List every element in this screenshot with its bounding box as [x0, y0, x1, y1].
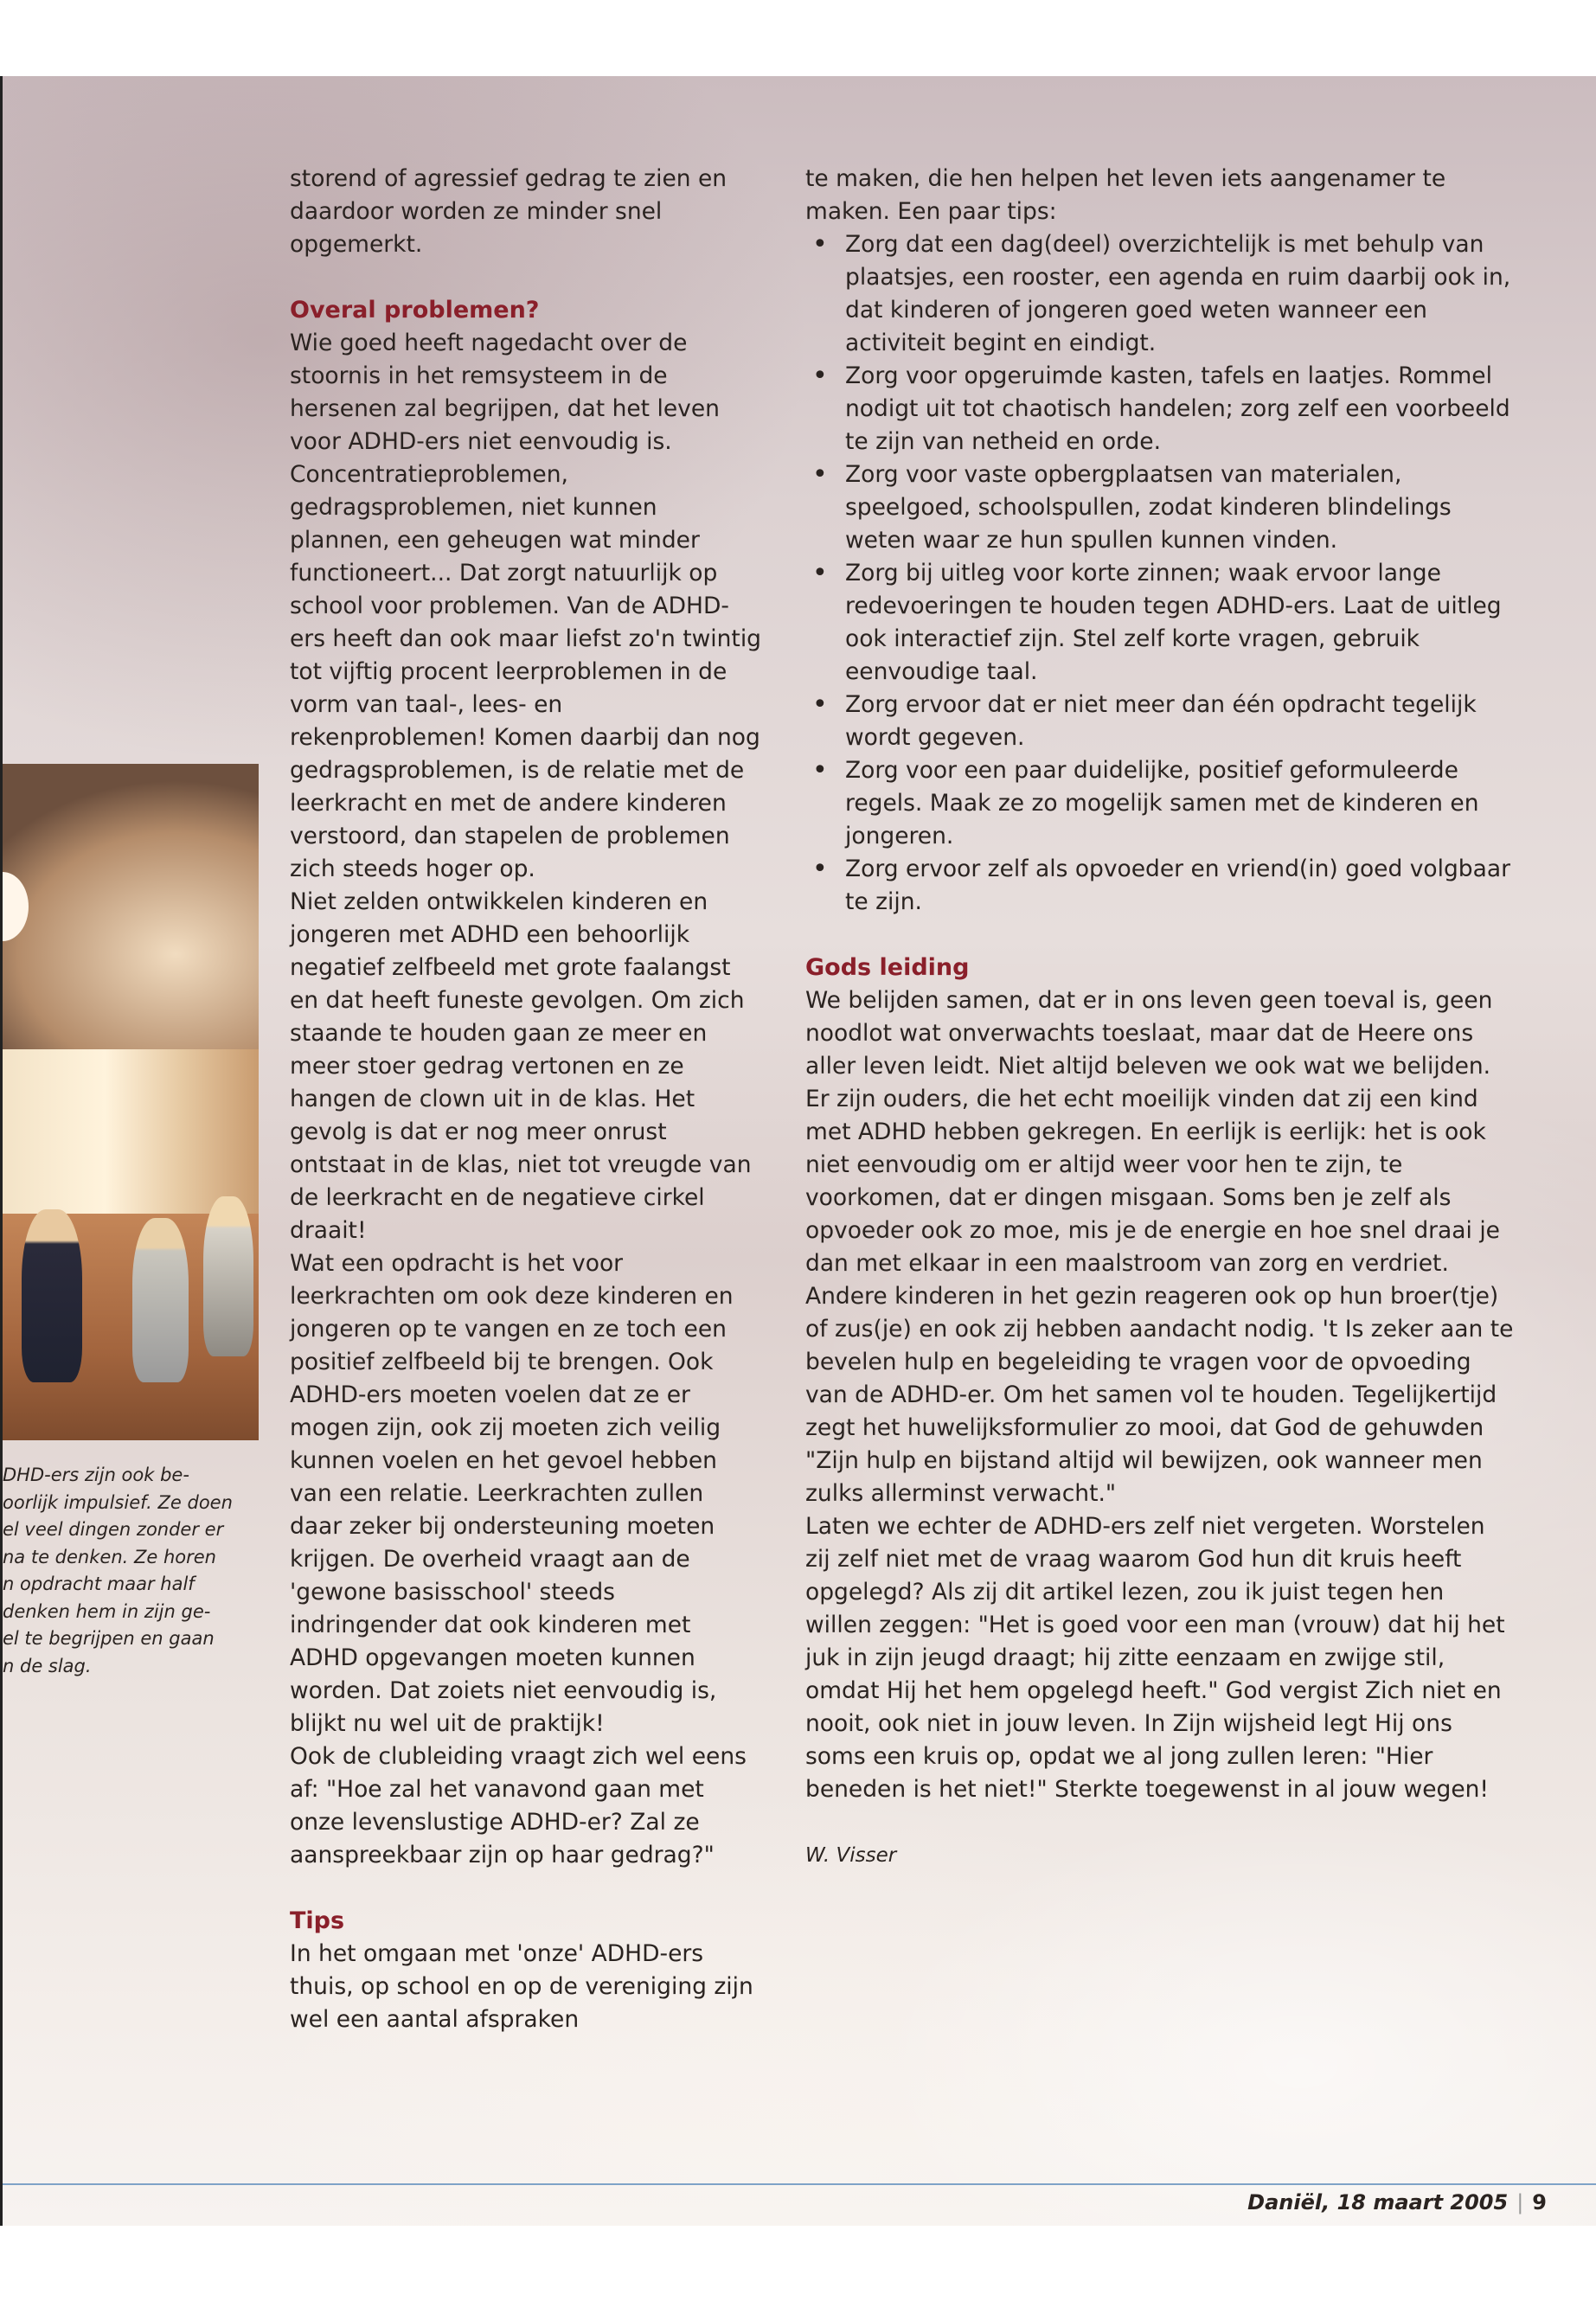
- author-signature: W. Visser: [805, 1844, 897, 1867]
- tip-item: • Zorg ervoor dat er niet meer dan één opdracht tegelijk wordt gegeven.: [805, 689, 1516, 754]
- photo-ceiling: [3, 764, 259, 1049]
- tips-list: [805, 228, 1516, 919]
- caption-line: el te begrijpen en gaan: [3, 1628, 215, 1649]
- caption-line: el veel dingen zonder er: [3, 1519, 224, 1540]
- tip-item: • Zorg voor vaste opbergplaatsen van materialen, speelgoed, schoolspullen, zodat kinderen blindelings weten waar ze hun spullen kunnen vinden.: [805, 458, 1516, 557]
- paragraph: Wat een opdracht is het voor leerkrachten om ook deze kinderen en jongeren op te vangen en ze toch een positief zelfbeeld bij te brengen. Ook ADHD-ers moeten voelen dat ze er mogen zijn, ook zij moeten zich veilig kunnen voelen en het gevoel hebben van een relatie. Leerkrachten zullen daar zeker bij ondersteuning moeten krijgen. De overheid vraagt aan de 'gewone basisschool' steeds indringender dat ook kinderen met ADHD opgevangen moeten kunnen worden. Dat zoiets niet eenvoudig is, blijkt nu wel uit de praktijk!: [290, 1250, 734, 1737]
- page-footer: [1247, 2190, 1547, 2214]
- caption-line: n de slag.: [3, 1655, 92, 1676]
- tip-item: • Zorg dat een dag(deel) overzichtelijk is met behulp van plaatsjes, een rooster, een agenda en ruim daarbij ook in, dat kinderen of jongeren goed weten wanneer een activiteit begint en eindigt.: [805, 228, 1516, 360]
- tip-item: • Zorg ervoor zelf als opvoeder en vriend(in) goed volgbaar te zijn.: [805, 853, 1516, 919]
- footer-separator: |: [1516, 2190, 1524, 2214]
- paragraph: Laten we echter de ADHD-ers zelf niet vergeten. Worstelen zij zelf niet met de vraag waarom God hun dit kruis heeft opgelegd? Als zij dit artikel lezen, zou ik juist tegen hen willen zeggen: "Het is goed voor een man (vrouw) dat hij het juk in zijn jeugd draagt; hij zitte eenzaam en zwijge stil, omdat Hij het hem opgelegd heeft." God vergist Zich niet en nooit, ook niet in jouw leven. In Zijn wijsheid legt Hij ons soms een kruis op, opdat we al jong zullen leren: "Hier beneden is het niet!" Sterkte toegewenst in al jouw wegen!: [805, 1513, 1505, 1803]
- caption-line: DHD-ers zijn ook be-: [3, 1465, 189, 1485]
- classroom-photo: [3, 764, 259, 1440]
- footer-rule: [3, 2183, 1596, 2185]
- paragraph: In het omgaan met 'onze' ADHD-ers thuis, op school en op de vereniging zijn wel een aantal afspraken: [290, 1940, 753, 2033]
- article-column-2: [805, 163, 1516, 1872]
- page-number: 9: [1532, 2190, 1547, 2214]
- article-column-1: [290, 163, 761, 2036]
- column-intro-text: storend of agressief gedrag te zien en daardoor worden ze minder snel opgemerkt.: [290, 165, 727, 258]
- photo-caption: [3, 1462, 259, 1680]
- photo-child-2: [132, 1218, 189, 1382]
- caption-line: na te denken. Ze horen: [3, 1546, 216, 1567]
- publication-name-date: Daniël, 18 maart 2005: [1247, 2190, 1509, 2214]
- section-heading-gods-leiding: Gods leiding: [805, 954, 970, 981]
- section-heading-tips: Tips: [290, 1907, 345, 1934]
- tip-item: • Zorg voor een paar duidelijke, positief geformuleerde regels. Maak ze zo mogelijk samen met de kinderen en jongeren.: [805, 754, 1516, 853]
- caption-line: oorlijk impulsief. Ze doen: [3, 1491, 233, 1513]
- column-intro-text: te maken, die hen helpen het leven iets aangenamer te maken. Een paar tips:: [805, 165, 1446, 225]
- caption-line: n opdracht maar half: [3, 1574, 195, 1594]
- section-heading-overal-problemen: Overal problemen?: [290, 297, 540, 324]
- paragraph: Niet zelden ontwikkelen kinderen en jongeren met ADHD een behoorlijk negatief zelfbeeld met grote faalangst en dat heeft funeste gevolgen. Om zich staande te houden gaan ze meer en meer stoer gedrag vertonen en ze hangen de clown uit in de klas. Het gevolg is dat er nog meer onrust ontstaat in de klas, niet tot vreugde van de leerkracht en de negatieve cirkel draait!: [290, 888, 752, 1244]
- magazine-page: [0, 76, 1596, 2226]
- tip-item: • Zorg voor opgeruimde kasten, tafels en laatjes. Rommel nodigt uit tot chaotisch handelen; zorg zelf een voorbeeld te zijn van netheid en orde.: [805, 360, 1516, 458]
- tip-item: • Zorg bij uitleg voor korte zinnen; waak ervoor lange redevoeringen te houden tegen ADHD-ers. Laat de uitleg ook interactief zijn. Stel zelf korte vragen, gebruik eenvoudige taal.: [805, 557, 1516, 689]
- photo-child-3: [203, 1196, 253, 1356]
- photo-child-1: [22, 1209, 82, 1382]
- paragraph: We belijden samen, dat er in ons leven geen toeval is, geen noodlot wat onverwachts toeslaat, maar dat de Heere ons aller leven leidt. Niet altijd beleven we ook wat we belijden. Er zijn ouders, die het echt moeilijk vinden dat zij een kind met ADHD hebben gekregen. En eerlijk is eerlijk: het is ook niet eenvoudig om er altijd weer voor hen te zijn, te voorkomen, dat er dingen misgaan. Soms ben je zelf als opvoeder ook zo moe, mis je de energie en hoe snel draai je dan met elkaar in een maalstroom van zorg en verdriet. Andere kinderen in het gezin reageren ook op hun broer(tje) of zus(je) en ook zij hebben aandacht nodig. 't Is zeker aan te bevelen hulp en begeleiding te vragen voor de opvoeding van de ADHD-er. Om het samen vol te houden. Tegelijkertijd zegt het huwelijksformulier zo mooi, dat God de gehuwden "Zijn hulp en bijstand altijd wil bewijzen, ook wanneer men zulks allerminst verwacht.": [805, 987, 1514, 1507]
- paragraph: Ook de clubleiding vraagt zich wel eens af: "Hoe zal het vanavond gaan met onze levenslustige ADHD-er? Zal ze aanspreekbaar zijn op haar gedrag?": [290, 1743, 747, 1868]
- caption-line: denken hem in zijn ge-: [3, 1600, 211, 1622]
- paragraph: Wie goed heeft nagedacht over de stoornis in het remsysteem in de hersenen zal begrijpen, dat het leven voor ADHD-ers niet eenvoudig is. Concentratieproblemen, gedragsproblemen, niet kunnen plannen, een geheugen wat minder functioneert... Dat zorgt natuurlijk op school voor problemen. Van de ADHD-ers heeft dan ook maar liefst zo'n twintig tot vijftig procent leerproblemen in de vorm van taal-, lees- en rekenproblemen! Komen daarbij dan nog gedragsproblemen, is de relatie met de leerkracht en met de andere kinderen verstoord, dan stapelen de problemen zich steeds hoger op.: [290, 330, 761, 882]
